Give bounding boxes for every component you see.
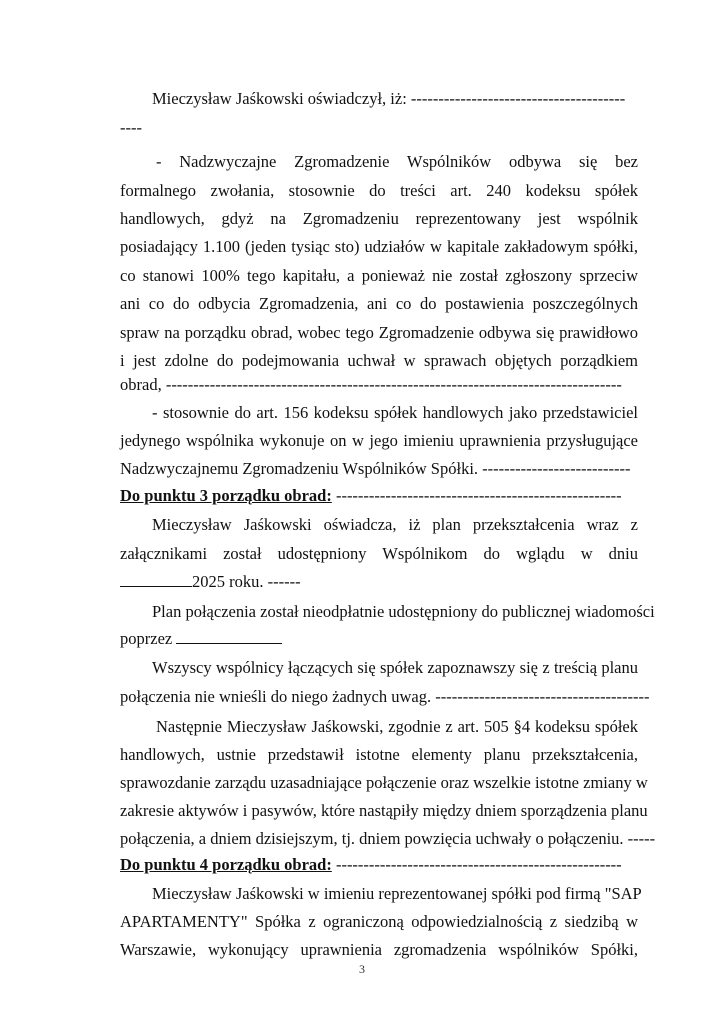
text-line: Nadzwyczajnemu Zgromadzeniu Wspólników Spółki. --------------------------- [120, 459, 631, 478]
text-line: - stosownie do art. 156 kodeksu spółek handlowych jako przedstawiciel [152, 403, 638, 422]
poprzez-label: poprzez [120, 629, 177, 648]
text-line: Warszawie, wykonujący uprawnienia zgromadzenia wspólników Spółki, [120, 940, 638, 959]
section-heading-3 [120, 485, 638, 507]
date-suffix: 2025 roku. ------ [192, 572, 301, 591]
text-line: spraw na porządku obrad, wobec tego Zgromadzenie odbywa się prawidłowo [120, 323, 638, 342]
text-line: APARTAMENTY" Spółka z ograniczoną odpowiedzialnością z siedzibą w [120, 912, 638, 931]
text-line: ani co do odbycia Zgromadzenia, ani co do postawienia poszczególnych [120, 294, 638, 313]
page-number: 3 [359, 962, 365, 976]
text-line: co stanowi 100% tego kapitału, a ponieważ nie został zgłoszony sprzeciw [120, 266, 638, 285]
text-line: zakresie aktywów i pasywów, które nastąpiły między dniem sporządzenia planu [120, 801, 648, 820]
heading-label: Do punktu 4 porządku obrad: [120, 855, 332, 874]
text-line: Mieczysław Jaśkowski oświadcza, iż plan przekształcenia wraz z [152, 515, 638, 534]
text-line: jedynego wspólnika wykonuje on w jego imieniu uprawnienia przysługujące [120, 431, 638, 450]
text-line: formalnego zwołania, stosownie do treści art. 240 kodeksu spółek [120, 181, 638, 200]
text-line: posiadający 1.100 (jeden tysiąc sto) udziałów w kapitale zakładowym spółki, [120, 237, 638, 256]
text-line: Mieczysław Jaśkowski oświadczył, iż: --------------------------------------- [152, 89, 626, 108]
heading-dashes: ---------------------------------------------------- [331, 855, 622, 874]
text-line: sprawozdanie zarządu uzasadniające połączenie oraz wszelkie istotne zmiany w [120, 773, 648, 792]
text-line: ---- [120, 118, 142, 137]
date-line [120, 571, 638, 593]
text-line: - Nadzwyczajne Zgromadzenie Wspólników odbywa się bez [156, 152, 638, 171]
text-line: handlowych, ustnie przedstawił istotne elementy planu przekształcenia, [120, 745, 638, 764]
text-line: handlowych, gdyż na Zgromadzeniu reprezentowany jest wspólnik [120, 209, 638, 228]
text-line: Następnie Mieczysław Jaśkowski, zgodnie z art. 505 §4 kodeksu spółek [156, 717, 638, 736]
date-blank-field [120, 572, 192, 587]
text-line: Wszyscy wspólnicy łączących się spółek zapoznawszy się z treścią planu [152, 658, 638, 677]
heading-dashes: ---------------------------------------------------- [331, 486, 622, 505]
heading-label: Do punktu 3 porządku obrad: [120, 486, 332, 505]
text-line: i jest zdolne do podejmowania uchwał w sprawach objętych porządkiem [120, 351, 638, 370]
publication-blank-field [176, 629, 282, 644]
section-heading-4 [120, 854, 638, 876]
text-line: połączenia, a dniem dzisiejszym, tj. dniem powzięcia uchwały o połączeniu. ----- [120, 829, 656, 848]
text-line: połączenia nie wnieśli do niego żadnych uwag. --------------------------------------- [120, 687, 650, 706]
text-line: obrad, ----------------------------------------------------------------------------------- [120, 375, 622, 394]
text-line: załącznikami został udostępniony Wspólnikom do wglądu w dniu [120, 544, 638, 563]
poprzez-line [120, 628, 638, 650]
text-line: Plan połączenia został nieodpłatnie udostępniony do publicznej wiadomości [152, 602, 655, 621]
text-line: Mieczysław Jaśkowski w imieniu reprezentowanej spółki pod firmą "SAP [152, 884, 642, 903]
